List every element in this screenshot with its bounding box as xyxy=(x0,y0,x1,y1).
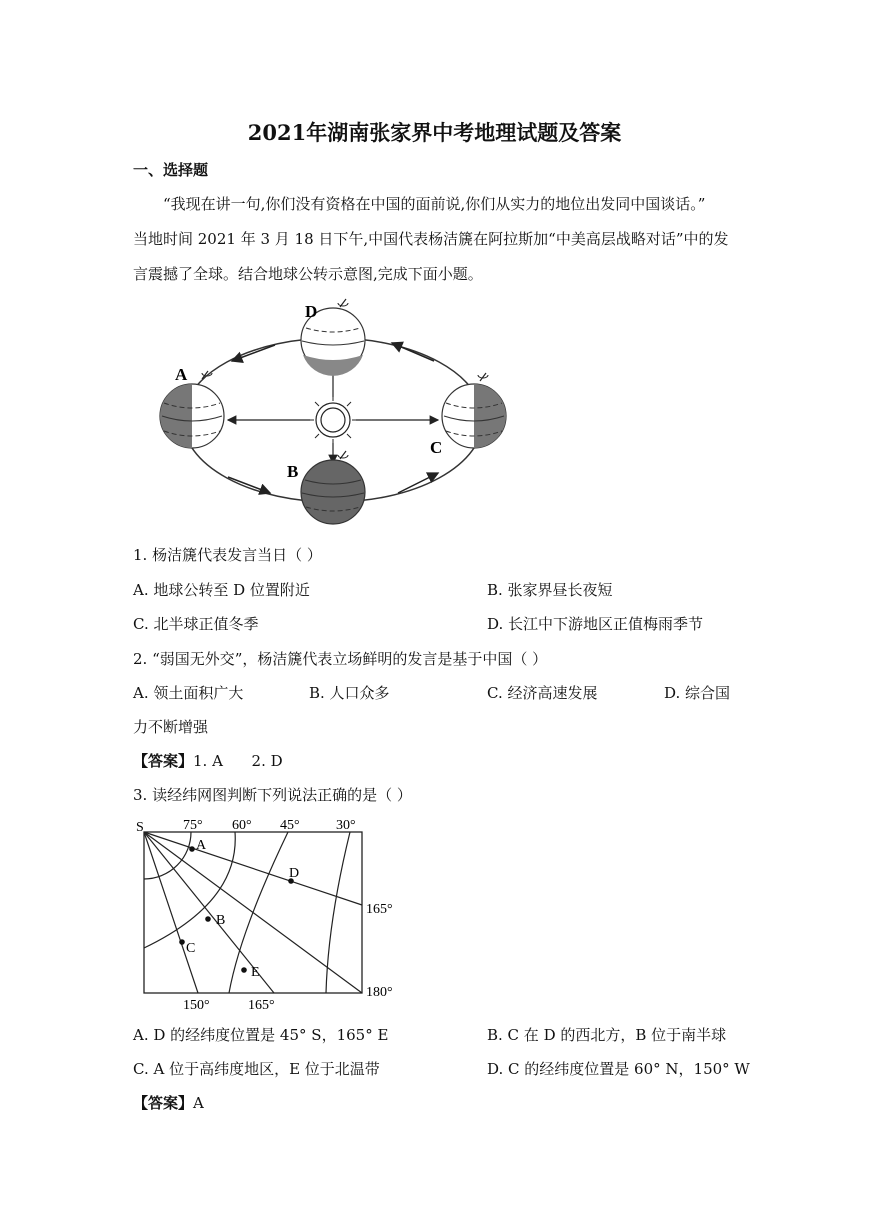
lat-label-30: 30° xyxy=(336,818,356,833)
label-point-d: D xyxy=(289,866,300,881)
page-title: 2021年湖南张家界中考地理试题及答案 xyxy=(247,120,622,145)
point-a xyxy=(189,846,195,852)
q3-option-d: D. C 的经纬度位置是 60° N，150° W xyxy=(487,1060,750,1078)
label-point-c: C xyxy=(186,941,196,956)
q2-option-b: B. 人口众多 xyxy=(309,684,390,702)
label-point-a: A xyxy=(196,838,207,853)
label-d: D xyxy=(305,302,318,321)
earth-b xyxy=(301,451,365,524)
answer-1-label: 【答案】 xyxy=(133,752,194,770)
label-c: C xyxy=(430,438,443,457)
section-heading: 一、选择题 xyxy=(133,161,209,179)
q3-stem: 3. 读经纬网图判断下列说法正确的是（ ） xyxy=(133,786,412,804)
q2-option-c: C. 经济高速发展 xyxy=(487,684,598,702)
q3-option-c: C. A 位于高纬度地区，E 位于北温带 xyxy=(133,1060,380,1078)
lat-lon-grid-diagram xyxy=(128,812,408,1017)
q1-stem: 1. 杨洁篪代表发言当日（ ） xyxy=(133,546,322,564)
answer-1 xyxy=(133,750,283,771)
q2-stem: 2. “弱国无外交”，杨洁篪代表立场鲜明的发言是基于中国（ ） xyxy=(133,650,548,668)
lat-label-60: 60° xyxy=(232,818,252,833)
intro-line-2: 当地时间 2021 年 3 月 18 日下午,中国代表杨洁篪在阿拉斯加“中美高层战略对话”中的发 xyxy=(133,230,729,248)
point-e xyxy=(241,967,247,973)
q2-option-d-cont: 力不断增强 xyxy=(133,718,209,736)
q3-option-b: B. C 在 D 的西北方，B 位于南半球 xyxy=(487,1026,727,1044)
label-point-b: B xyxy=(216,913,226,928)
q1-option-b: B. 张家界昼长夜短 xyxy=(487,581,613,599)
point-c xyxy=(179,939,185,945)
pole-label: S xyxy=(136,820,144,835)
q2-option-d: D. 综合国 xyxy=(664,684,731,702)
earth-c xyxy=(442,373,506,448)
q2-option-a: A. 领土面积广大 xyxy=(133,684,244,702)
answer-2-label: 【答案】 xyxy=(133,1094,194,1112)
lat-label-45: 45° xyxy=(280,818,300,833)
q3-option-a: A. D 的经纬度位置是 45° S，165° E xyxy=(133,1026,389,1044)
label-a: A xyxy=(175,365,188,384)
sun-icon xyxy=(308,395,358,445)
label-b: B xyxy=(287,462,299,481)
lon-label-150: 150° xyxy=(183,998,210,1013)
lat-label-75: 75° xyxy=(183,818,203,833)
label-point-e: E xyxy=(251,965,260,980)
answer-2-text: A xyxy=(193,1094,204,1112)
answer-2 xyxy=(133,1092,204,1113)
answer-1-text: 1. A 2. D xyxy=(193,752,283,770)
q1-option-d: D. 长江中下游地区正值梅雨季节 xyxy=(487,615,704,633)
lon-label-165-bottom: 165° xyxy=(248,998,275,1013)
intro-line-3: 言震撼了全球。结合地球公转示意图,完成下面小题。 xyxy=(133,265,483,283)
q1-option-c: C. 北半球正值冬季 xyxy=(133,615,259,633)
earth-a xyxy=(160,371,224,448)
point-b xyxy=(205,916,211,922)
lon-label-180: 180° xyxy=(366,985,393,1000)
lon-label-165-right: 165° xyxy=(366,902,393,917)
earth-orbit-diagram xyxy=(150,295,520,527)
q1-option-a: A. 地球公转至 D 位置附近 xyxy=(133,581,310,599)
intro-line-1: “我现在讲一句,你们没有资格在中国的面前说,你们从实力的地位出发同中国谈话。” xyxy=(163,195,706,213)
